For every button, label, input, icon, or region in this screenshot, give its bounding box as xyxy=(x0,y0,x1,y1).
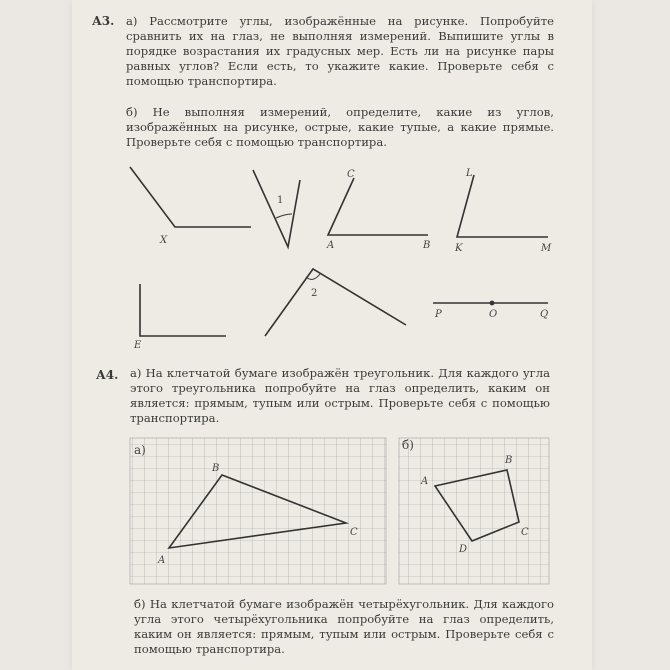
label-1: 1 xyxy=(277,195,284,206)
quad-label-d: D xyxy=(459,544,468,555)
grid-a xyxy=(130,438,386,584)
a3-part-b: б) Не выполняя измерений, определите, какие из углов, изображённых на рисунке, острые, какие тупые, а какие прямые. Проверьте себя с помощью транспортира. xyxy=(126,105,554,149)
label-k: K xyxy=(455,243,463,254)
quad-label-a: A xyxy=(421,476,429,487)
grid-b-caption: б) xyxy=(402,438,414,452)
tri-label-c: C xyxy=(350,527,358,538)
a4-number: А4. xyxy=(96,368,119,382)
label-o: O xyxy=(489,309,498,320)
a4-part-a: а) На клетчатой бумаге изображён треугольник. Для каждого угла этого треугольника попробуйте на глаз определить, каким он является: прямым, тупым или острым. Проверьте себя с помощью транспортира. xyxy=(130,366,550,425)
a3-part-a: а) Рассмотрите углы, изображённые на рисунке. Попробуйте сравнить их на глаз, не выполняя измерений. Выпишите углы в порядке возрастания их градусных мер. Есть ли на рисунке пары равных углов? Если есть, то укажите какие. Проверьте себя с помощью транспортира. xyxy=(126,14,554,88)
a3-number: А3. xyxy=(92,14,115,28)
label-2: 2 xyxy=(311,288,318,299)
tri-label-b: B xyxy=(212,463,220,474)
label-e: E xyxy=(134,340,142,351)
quad-label-c: C xyxy=(521,527,529,538)
label-m: M xyxy=(541,243,552,254)
label-a: A xyxy=(327,240,335,251)
grid-a-caption: а) xyxy=(134,443,146,457)
a4-part-b: б) На клетчатой бумаге изображён четырёхугольник. Для каждого угла этого четырёхугольника попробуйте на глаз определить, каким он является: прямым, тупым или острым. Проверьте себя с помощью транспортира. xyxy=(134,597,554,656)
quad-label-b: B xyxy=(505,455,513,466)
label-x: X xyxy=(160,235,168,246)
label-c: C xyxy=(347,169,355,180)
label-b: B xyxy=(423,240,431,251)
tri-label-a: A xyxy=(158,555,166,566)
label-p: P xyxy=(435,309,442,320)
label-q: Q xyxy=(540,309,549,320)
label-l: L xyxy=(466,168,473,179)
grid-b xyxy=(399,438,549,584)
